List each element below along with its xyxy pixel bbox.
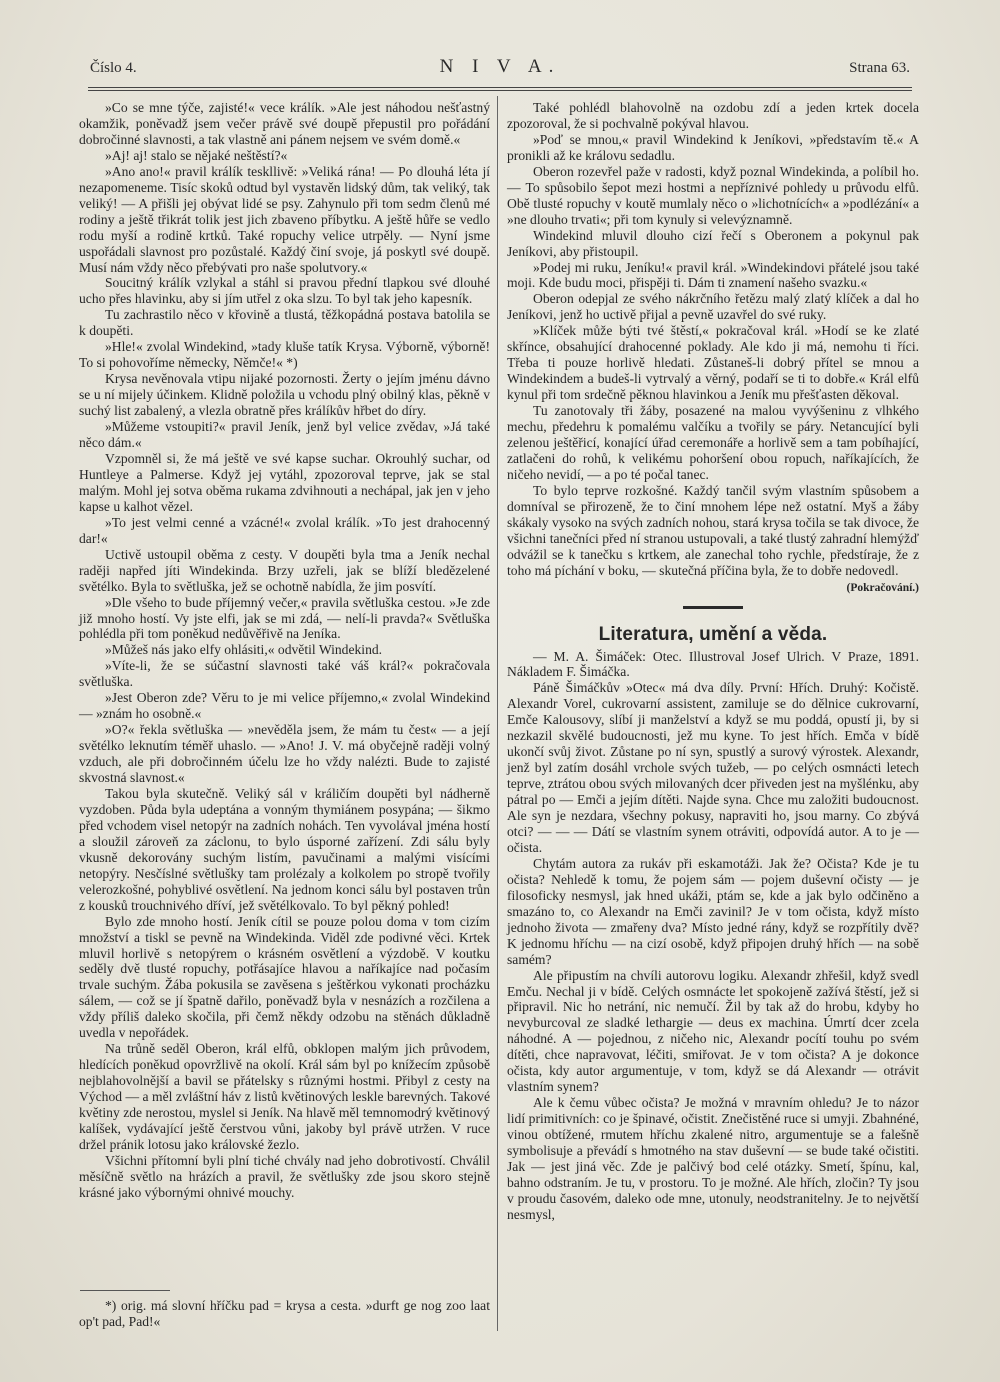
paragraph: Takou byla skutečně. Veliký sál v králičím doupěti byl nádherně vyzdoben. Půda byla udeptána a vonným thymiánem posypána; — šikmo před vchodem visel netopýr na zadních nohách. Ten vyvolával jména hostí a sloužil zároveň za záclonu, to bylo úsporné zařízení. Zdi sálu byly vkusně dekorovány suchým listím, pavučinami a malými visícími netopýry. Nesčíslné světlušky tam prolézaly a kolkolem po stropě tvořily velerozkošné, pohyblivé osvětlení. Na jednom konci sálu byl postaven trůn z kousků trouchnivého dříví, jež světélkovalo. To byl pěkný pohled! — [79, 785, 490, 913]
left-column — [79, 100, 490, 1201]
paragraph: »Ano ano!« pravil králík teskllivě: »Veliká rána! — Po dlouhá léta jí nezapomeneme. Tisíc skoků odtud byl vystavěn lidský dům, tak veliký, tak veliký! — A přišli jej obývat lidé se psy. Zahynulo při tom sedm členů mé rodiny a ještě třikrát tolik jest jich zbaveno příbytku. A ještě hůře se vedlo rodu myší a rodině krtků. Také ropuchy velice utrpěly. — Nyní jsme uspořádali slavnost pro pozůstalé. Každý činí svoje, já poskytl své doupě. Musí nám vždy něco přebývati pro naše spolutvory.« — [79, 163, 490, 275]
paragraph: »Víte-li, že se súčastní slavnosti také váš král?« pokračovala světluška. — [79, 658, 490, 690]
footnote-text: *) orig. má slovní hříčku pad = krysa a cesta. »durft ge nog zoo laat op't pad, Pad!« — [79, 1298, 490, 1329]
review-paragraph: — M. A. Šimáček: Otec. Illustroval Josef Ulrich. V Praze, 1891. Nákladem F. Šimáčka. — [507, 648, 919, 680]
paragraph: To bylo teprve rozkošné. Každý tančil svým vlastním spůsobem a domníval se přirozeně, že to činí mnohem lépe než ostatní. Myš a žáby skákaly vysoko na svých zadních nohou, stará krysa točila se tak divoce, že všichni tanečníci před ní stranou ustupovali, a také tlustý zahradní hlemýžď odvážil se k tanečku s krtkem, ale zanechal toho rychle, předstíraje, že z toho má píchání v boku, — skutečná příčina byla, že to dobře nedovedl. — [507, 482, 919, 578]
section-divider — [683, 606, 743, 609]
paragraph: Na trůně seděl Oberon, král elfů, obklopen malým jich průvodem, hledících poněkud opovržlivě na okolí. Král sám byl po knížecím způsobě nejblahovolnější a bavil se přátelsky s různými hostmi. Přibyl z cesty na Východ — a měl zvláštní háv z listů květinových leskle barevných. Takové květiny zde nerostou, myslel si Jeník. Na hlavě měl temnomodrý květinový kalíšek, vydávající ještě čerstvou vůni, jakoby byl právě utržen. V ruce držel pránik lotosu jako královské žezlo. — [79, 1041, 490, 1152]
paragraph: Oberon rozevřel paže v radosti, když poznal Windekinda, a políbil ho. — To spůsobilo šepot mezi hostmi a nepříznivé pohledy u průvodu elfů. Obě tlusté ropuchy v koutě mumlaly něco o »lichotnících« a »podlézání« a »ne dlouho trvati«; při tom kynuly si velevýznamně. — [507, 163, 919, 227]
paragraph: Tu zachrastilo něco v křovině a tlustá, těžkopádná postava batolila se k doupěti. — [79, 307, 490, 339]
paragraph: Oberon odepjal ze svého nákrčního řetězu malý zlatý klíček a dal ho Jeníkovi, jenž ho uctivě přijal a pevně uzavřel do své ruky. — [507, 291, 919, 323]
footnote-rule — [80, 1290, 170, 1291]
footnote — [79, 1298, 490, 1330]
review-paragraph: Chytám autora za rukáv při eskamotáži. Jak že? Očista? Kde je tu očista? Nehledě k tomu, že pojem sám — pojem duševní očisty — je filosoficky nesmysl, jak hned ukáži, ptám se, kde a jak bylo odčiněno a smazáno to, co Alexandr na Emči zavinil? Je v tom očista, když místo jednoho života — zmařeny dva? Místo jedné rány, když se rozpřítily dvě? K jednomu hříchu — na cizí osobě, když připojen druhý hřích — na sobě samém? — [507, 855, 919, 967]
paragraph: »Jest Oberon zde? Věru to je mi velice příjemno,« zvolal Windekind — »znám ho osobně.« — [79, 690, 490, 722]
paragraph: »Co se mne týče, zajisté!« vece králík. »Ale jest náhodou nešťastný okamžik, poněvadž jsem večer právě své doupě přepustil pro pořádání dobročinné slavnosti, a tak vlastně ani pánem nejsem ve svém domě.« — [79, 100, 490, 147]
paragraph: Vzpomněl si, že má ještě ve své kapse suchar. Okrouhlý suchar, od Huntleye a Palmerse. Když jej vytáhl, zpozoroval teprve, jak se stal malým. Mohl jej sotva oběma rukama zdvihnouti a nechápal, jak jen v jeho kapse u kalhot vězel. — [79, 450, 490, 514]
paragraph: »Můžeme vstoupiti?« pravil Jeník, jenž byl velice zvědav, »Já také něco dám.« — [79, 419, 490, 451]
paragraph: Uctivě ustoupil oběma z cesty. V doupěti byla tma a Jeník nechal raději napřed jíti Windekinda. Brzy uzřeli, jak se blíží bledězelené světélko. Byla to světluška, jež se ochotně nabídla, že jim posvítí. — [79, 546, 490, 594]
review-paragraph: Ale k čemu vůbec očista? Je možná v mravním ohledu? Je to názor lidí primitivních: co je špinavé, očistit. Znečistěné ruce si umyji. Zbahnéné, vinou obtížené, rmutem hříchu zkalené nitro, argumentuje se a falešně symbolisuje a převádí s hmotného na stav duševní — se bude také očistiti. Jak — jest jiná věc. Zde je palčivý bod celé otázky. Smetí, špínu, kal, bahno odstraním. Je tu, v prostoru. To je možné. Ale hřích, zločin? Ty jsou v proudu časovém, daleko ode mne, utonuly, neodstranitelny. Je to největší nesmysl, — [507, 1095, 919, 1222]
paragraph: Soucitný králík vzlykal a stáhl si pravou přední tlapkou své dlouhé ucho přes hlavinku, aby si jím utřel z oka slzu. To byl tak jeho kapesník. — [79, 275, 490, 307]
paragraph: Krysa nevěnovala vtipu nijaké pozornosti. Žerty o jejím jménu dávno se u ní mijely účinkem. Klidně položila u vchodu plný obilný klas, pěkně v suchý list zabalený, a vlezla obratně přes králíkův hřbet do díry. — [79, 371, 490, 419]
paragraph: »Poď se mnou,« pravil Windekind k Jeníkovi, »představím tě.« A pronikli až ke královu sedadlu. — [507, 131, 919, 163]
paragraph: »Dle všeho to bude příjemný večer,« pravila světluška cestou. »Je zde již mnoho hostí. Vy jste elfi, jak se mi zdá, — nelí-li pravda?« Světluška pohlédla při tom poněkud nedůvěřivě na Jeníka. — [79, 594, 490, 642]
right-column — [507, 100, 919, 1223]
header-rule — [88, 87, 912, 88]
paragraph: »Hle!« zvolal Windekind, »tady kluše tatík Krysa. Výborně, výborně! To si pohovoříme německy, Němče!« *) — [79, 339, 490, 371]
paragraph: »To jest velmi cenné a vzácné!« zvolal králík. »To jest drahocenný dar!« — [79, 514, 490, 546]
continued-note: (Pokračování.) — [846, 581, 919, 594]
header-rule-double — [88, 90, 912, 91]
page-header — [90, 58, 910, 82]
paragraph: Také pohlédl blahovolně na ozdobu zdí a jeden krtek docela zpozoroval, že si pochvalně pokýval hlavou. — [507, 100, 919, 131]
paragraph: Bylo zde mnoho hostí. Jeník cítil se pouze polou doma v tom cizím množství a tiskl se pevně na Windekinda. Viděl zde podivné věci. Krtek mluvil horlivě s netopýrem o krásném osvětlení a výzdobě. V koutku seděly dvě tlusté ropuchy, potřásajíce hlavou a naříkajíce nad počasím trvale suchým. Žába pokusila se zavěsena s ještěrkou vykonati procházku sálem, — což se jí špatně dařilo, poněvadž byla v nesnázích a rozčilena a vždy příliš daleko skočila, při čemž někdy odzobu na stěnách důkladně uvedla v nepořádek. — [79, 913, 490, 1041]
paragraph: Tu zanotovaly tři žáby, posazené na malou vyvýšeninu z vlhkého mechu, předehru k pomalému valčíku a tvořily se páry. Netancující byli zelenou ještěřicí, konající úřad ceremonáře a horlivě sem a tam pobíhající, zatlačeni do rohů, k velikému pohoršení obou ropuch, naříkajících, že ničeho nevidí, — a po té počal tanec. — [507, 403, 919, 482]
journal-title: N I V A. — [439, 56, 561, 77]
paragraph: »O?« řekla světluška — »nevěděla jsem, že mám tu čest« — a její světélko leknutím téměř uhaslo. — »Ano! J. V. má obyčejně raději volný vzduch, ale při dobročinném účelu lze ho vždy nalézti. Bude to zajisté skvostná slavnost.« — [79, 722, 490, 786]
paragraph: »Aj! aj! stalo se nějaké neštěstí?« — [105, 147, 288, 163]
page-number: Strana 63. — [849, 60, 910, 76]
column-divider — [497, 96, 498, 1331]
section-title: Literatura, umění a věda. — [598, 623, 828, 645]
review-paragraph: Ale připustím na chvíli autorovu logiku. Alexandr zhřešil, když svedl Emču. Nechal ji v bídě. Celých osmnácte let spokojeně zažívá štěstí, jež si připravil. Nic ho netrání, nic nemučí. Žil by tak až do hrobu, kdyby ho nevyburcoval ze sladké lethargie — deus ex machina. Úmrtí dcer zcela náhodné. A — pojednou, z ničeho nic, Alexandr pocítí touhu po svém dítěti, chce napravovat, léčiti, smiřovat. Je v tom očista? A je dokonce očista, kdy autor argumentuje, v tom, když se dá Alexandr — otrávit vlastním synem? — [507, 967, 919, 1095]
review-paragraph: Páně Šimáčkův »Otec« má dva díly. První: Hřích. Druhý: Kočistě. Alexandr Vorel, cukrovarní assistent, zamiluje se do dělnice cukrovarní, Emče Kalousovy, slíbí ji manželství a když se mu poddá, opustí ji, by si nezkazil skvělé budoucnosti, jež mu kyne. To jest hřích. Emča v bídě ukončí svůj život. Zůstane po ní syn, spustlý a surový výrostek. Alexandr, jenž byl zatím dosáhl vrchole svých tužeb, — po celých osmnácti letech teprve, ztrátou obou svých milovaných dcer přiveden jest na myšlénku, aby pátral po — Emči a jejím dítěti. Najde syna. Chce mu založiti budoucnost. Ale syn je nezdara, všechny pokusy, napraviti ho, jsou marny. Co zbývá otci? — — — Dátí se vlastním synem otráviti, odpovídá autor. A to je — očista. — [507, 680, 919, 855]
issue-number: Číslo 4. — [90, 60, 137, 76]
paragraph: »Klíček může býti tvé štěstí,« pokračoval král. »Hodí se ke zlaté skřínce, obsahující drahocenné poklady. Ale kdo ji má, nemohu ti říci. Třeba ti pouze horlivě hledati. Zůstaneš-li dobrý přítel se mnou a Windekindem a budeš-li vytrvalý a věrný, podaří se ti to dobře.« Král elfů kynul při tom srdečně pěknou hlavinkou a Jeník mu přešťasten děkoval. — [507, 323, 919, 403]
paragraph: »Můžeš nás jako elfy ohlásiti,« odvětil Windekind. — [105, 642, 383, 658]
paragraph: »Podej mi ruku, Jeníku!« pravil král. »Windekindovi přátelé jsou také moji. Kde budu moci, přispěji ti. Dám ti znamení našeho svazku.« — [507, 259, 919, 291]
paragraph: Windekind mluvil dlouho cizí řečí s Oberonem a pokynul pak Jeníkovi, aby přistoupil. — [507, 227, 919, 259]
paragraph: Všichni přítomní byli plní tiché chvály nad jeho dobrotivostí. Chválil měsíčně světlo na hrázích a pravil, že světlušky zde jsou skoro stejně krásné jako výbornými ohnivé mouchy. — [79, 1152, 490, 1200]
